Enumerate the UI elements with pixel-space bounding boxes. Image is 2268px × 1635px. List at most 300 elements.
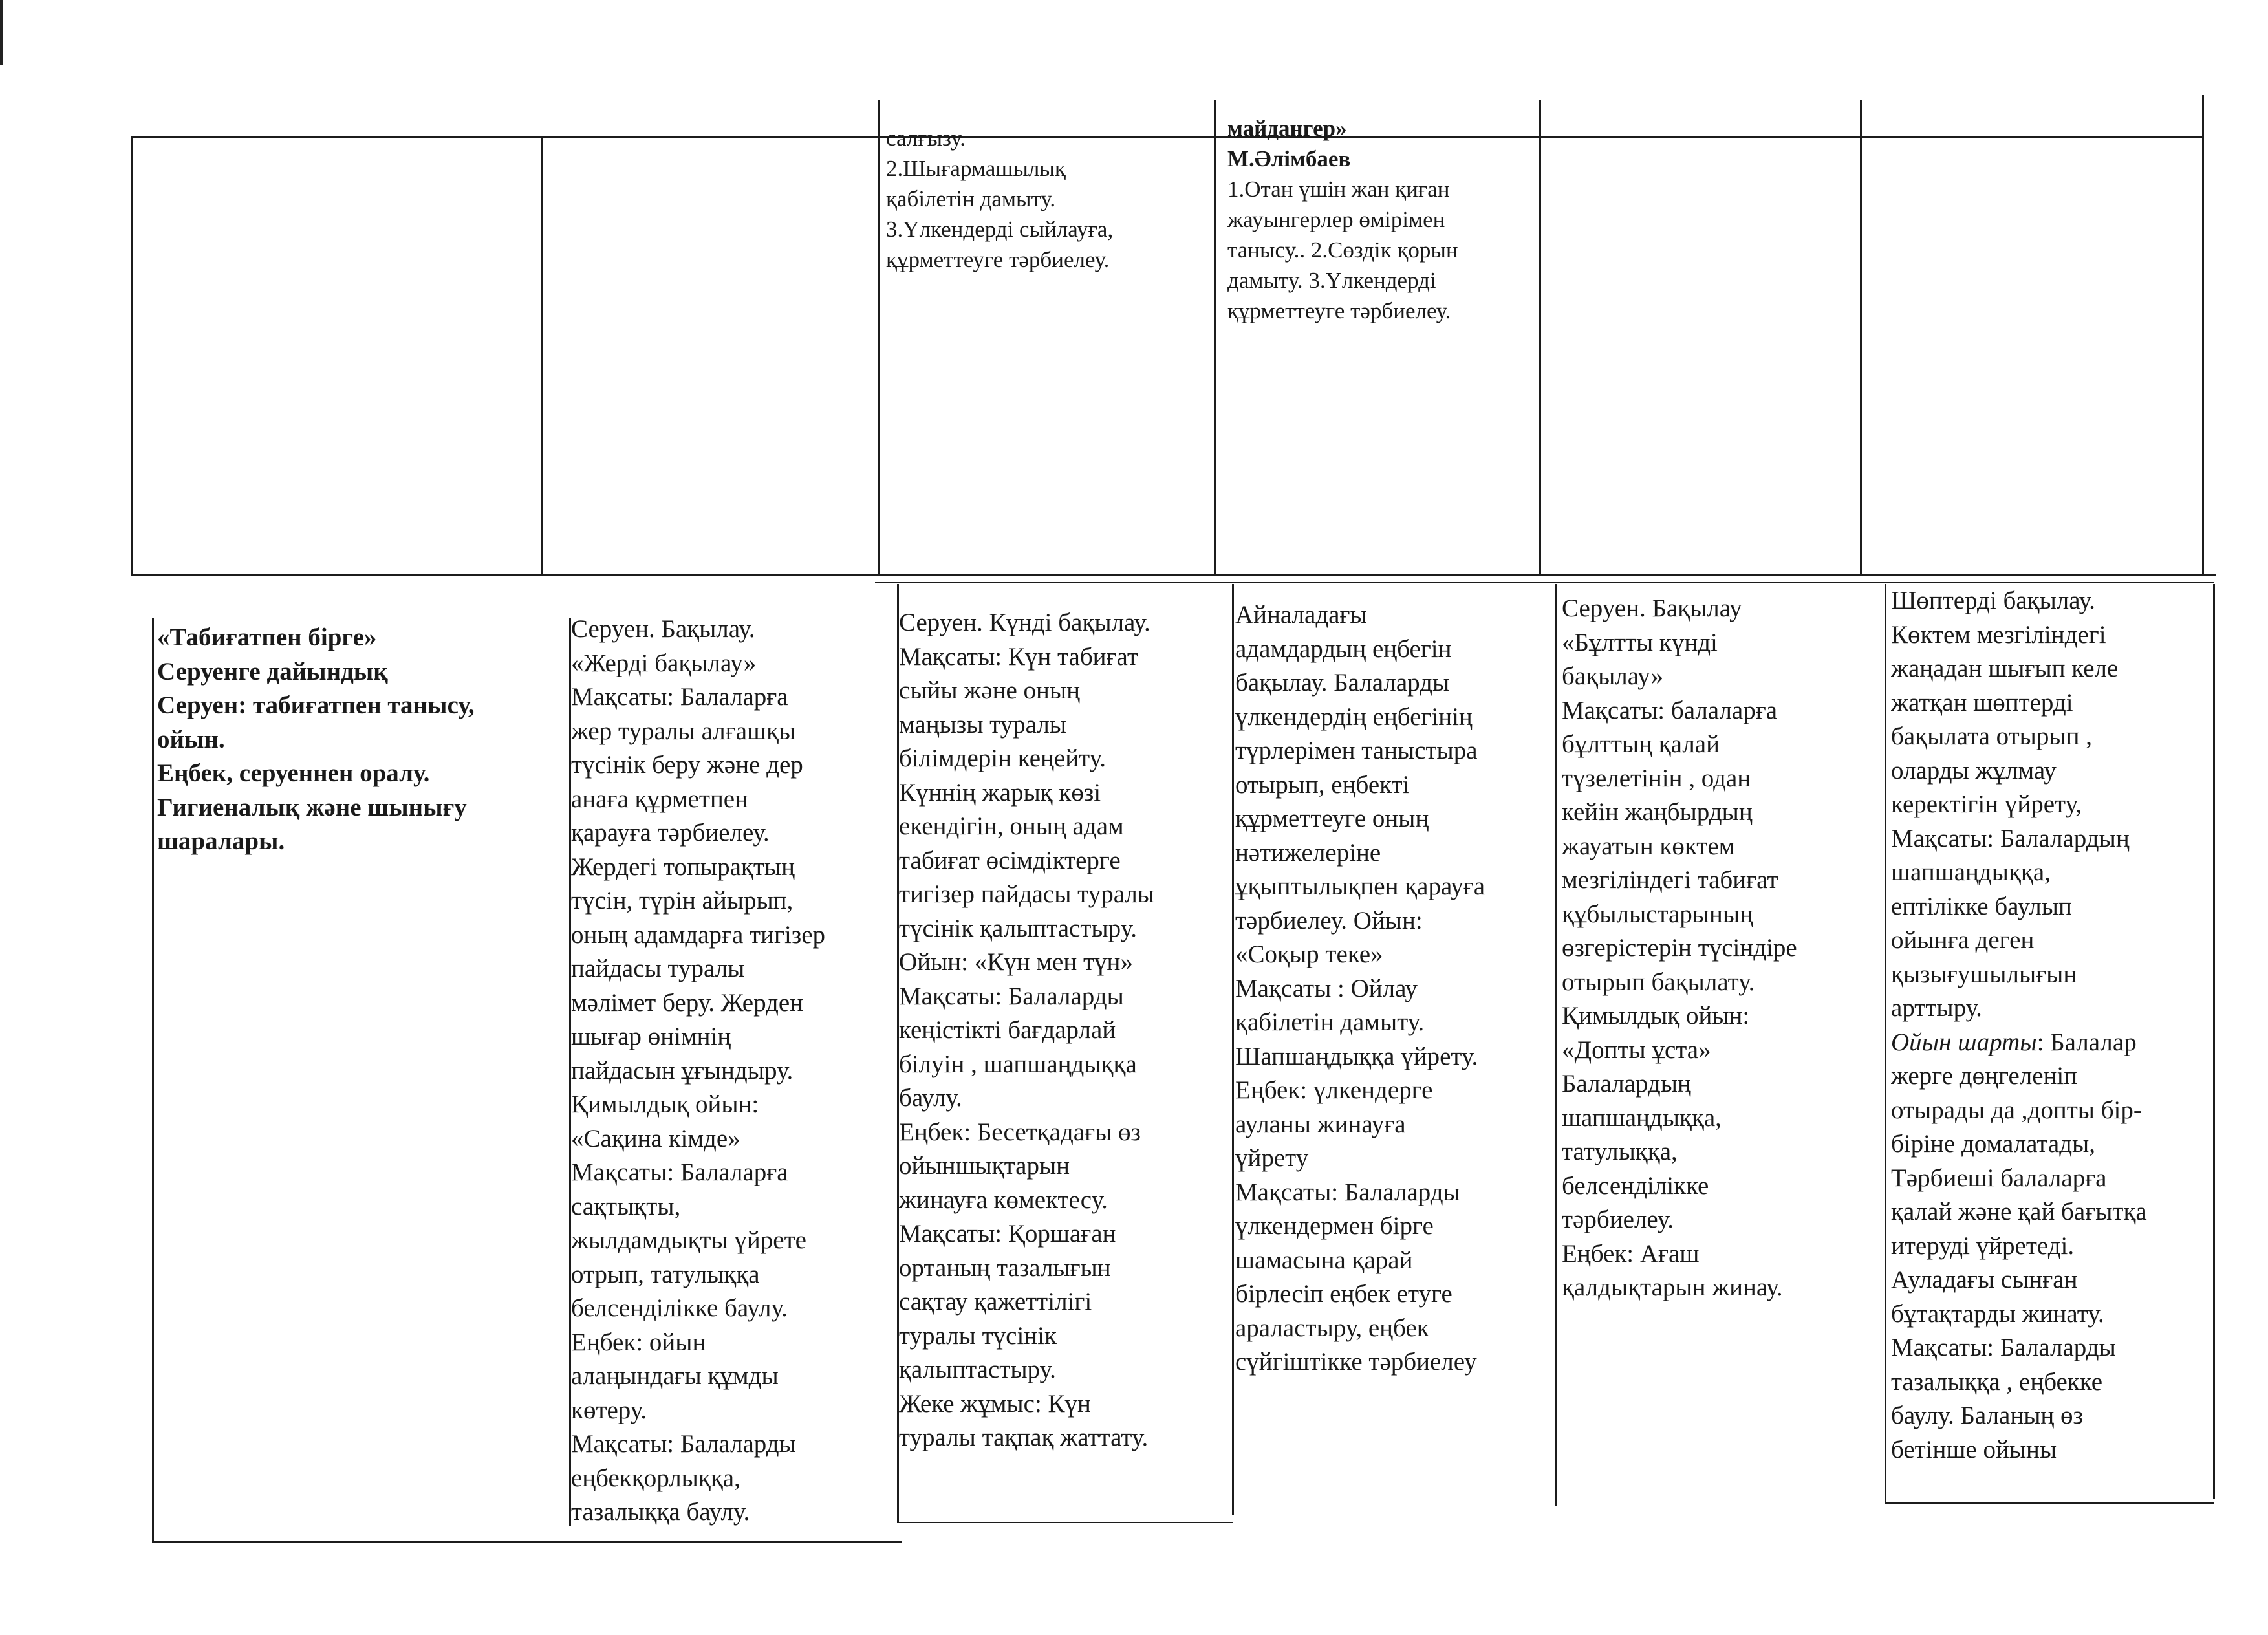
cell-text-line: [899, 776, 1230, 810]
line-text: нәтижелеріне: [1235, 838, 1381, 867]
line-text: сүйгіштікке тәрбиелеу: [1235, 1348, 1477, 1376]
cell-text-line: [1227, 174, 1538, 204]
line-text: бұтақтарды жинату.: [1891, 1299, 2104, 1328]
cell-text-line: [1891, 720, 2212, 754]
line-text: Қимылдық ойын:: [571, 1090, 759, 1118]
cell-text-line: [1562, 1271, 1883, 1305]
cell-text-line: [571, 1020, 894, 1054]
line-text: шапшаңдыққа,: [1891, 858, 2051, 886]
cell-text-line: [571, 647, 894, 681]
cell-text-line: [1235, 972, 1553, 1006]
line-text: «Сақина кімде»: [571, 1124, 740, 1153]
line-text: итеруді үйретеді.: [1891, 1231, 2075, 1260]
line-text: туралы түсінік: [899, 1321, 1057, 1350]
cell-text-line: [571, 1359, 894, 1394]
line-text: бақылау»: [1562, 662, 1664, 690]
cell-text-line: [1227, 296, 1538, 326]
cell-text-line: [886, 244, 1213, 275]
cell-text-line: [571, 1190, 894, 1224]
line-text: алаңындағы құмды: [571, 1362, 779, 1390]
cell-text-line: [1227, 235, 1538, 265]
row-divider-top: [131, 574, 2216, 576]
top-row-col3-cell: [886, 123, 1213, 275]
cell-text-line: [1235, 1277, 1553, 1312]
cell-text-line: [1235, 870, 1553, 904]
line-text: үлкендердің еңбегінің: [1235, 702, 1473, 731]
cell-text-line: [1235, 1345, 1553, 1380]
line-text: үйрету: [1235, 1144, 1309, 1172]
cell-text-line: [157, 689, 565, 723]
cell-text-line: [886, 153, 1213, 184]
line-text: «Табиғатпен бірге»: [157, 623, 377, 651]
line-text: Еңбек: Ағаш: [1562, 1239, 1700, 1268]
cell-text-line: [571, 1394, 894, 1428]
cell-text-line: [157, 825, 565, 859]
cell-text-line: [1235, 1108, 1553, 1142]
cell-text-line: [899, 640, 1230, 675]
line-text: танысу.. 2.Сөздік қорын: [1227, 237, 1458, 263]
cell-text-line: [1891, 1162, 2212, 1196]
line-text: тазалыққа , еңбекке: [1891, 1367, 2103, 1396]
cell-text-line: [571, 986, 894, 1021]
line-text: екендігін, оның адам: [899, 812, 1124, 840]
line-text: тәрбиелеу. Ойын:: [1235, 906, 1423, 935]
line-text: арттыру.: [1891, 994, 1982, 1022]
line-text: 1.Отан үшін жан қиған: [1227, 177, 1450, 202]
cell-text-line: [1562, 1067, 1883, 1101]
cell-text-line: [899, 1421, 1230, 1455]
cell-text-line: [571, 1054, 894, 1088]
line-text: анаға құрметпен: [571, 785, 748, 813]
cell-text-line: [1891, 1365, 2212, 1400]
cell-text-line: [1235, 1142, 1553, 1176]
line-text: мәлімет беру. Жерден: [571, 988, 804, 1017]
cell-text-line: [1891, 652, 2212, 686]
cell-text-line: [1891, 856, 2212, 890]
line-text: дамыту. 3.Үлкендерді: [1227, 268, 1436, 293]
cell-text-line: [899, 1353, 1230, 1387]
cell-text-line: [1235, 666, 1553, 700]
line-text: табиғат өсімдіктерге: [899, 846, 1121, 874]
line-text: мезгіліндегі табиғат: [1562, 866, 1778, 894]
cell-text-line: [1562, 1135, 1883, 1169]
cell-text-line: [1891, 788, 2212, 822]
line-text: Серуен. Күнді бақылау.: [899, 609, 1150, 636]
cell-text-line: [571, 884, 894, 918]
cell-text-line: [1891, 1433, 2212, 1467]
line-text: жауатын көктем: [1562, 832, 1735, 860]
line-text: отрып, татулыққа: [571, 1260, 760, 1288]
cell-text-line: [886, 214, 1213, 244]
cell-text-line: [1562, 762, 1883, 796]
line-text: белсенділікке баулу.: [571, 1294, 788, 1322]
cell-text-line: [899, 1184, 1230, 1218]
line-text: жерге дөңгеленіп: [1891, 1062, 2078, 1090]
line-text: түсінік қалыптастыру.: [899, 914, 1137, 942]
col-divider-bottom-5: [1555, 584, 1557, 1506]
cell-text-line: [157, 621, 565, 655]
line-text: туралы тақпақ жаттату.: [899, 1424, 1149, 1451]
cell-text-line: [899, 810, 1230, 844]
line-text: жаңадан шығып келе: [1891, 655, 2119, 682]
bottom-row-col2-cell: [571, 612, 894, 1530]
line-text: бақылата отырып ,: [1891, 722, 2092, 750]
cell-text-line: [1562, 863, 1883, 898]
line-text: оларды жұлмау: [1891, 756, 2057, 785]
cell-text-line: [571, 1224, 894, 1258]
cell-text-line: [1235, 633, 1553, 667]
cell-text-line: [899, 742, 1230, 776]
line-text: Айналадағы: [1235, 601, 1367, 629]
line-text: құбылыстарының: [1562, 900, 1753, 928]
line-text: «Допты ұста»: [1562, 1035, 1711, 1064]
line-text: Мақсаты: Күн табиғат: [899, 642, 1138, 671]
cell-text-line: [571, 850, 894, 885]
line-text: көтеру.: [571, 1396, 647, 1424]
line-text: Күннің жарық көзі: [899, 778, 1101, 807]
line-text: отырады да ,допты бір-: [1891, 1096, 2142, 1124]
cell-text-line: [1562, 999, 1883, 1034]
line-text: шамасына қарай: [1235, 1246, 1413, 1274]
line-text: Мақсаты : Ойлау: [1235, 974, 1418, 1002]
bottom-row-col4-cell: [1235, 598, 1553, 1380]
line-text: 3.Үлкендерді сыйлауға,: [886, 217, 1114, 242]
cell-text-line: [1235, 768, 1553, 803]
line-text: тигізер пайдасы туралы: [899, 880, 1155, 908]
cell-text-line: [1891, 686, 2212, 720]
line-text: қалдықтарын жинау.: [1562, 1273, 1783, 1301]
line-text: Шөптерді бақылау.: [1891, 587, 2095, 614]
cell-text-line: [1235, 1176, 1553, 1210]
line-text: адамдардың еңбегін: [1235, 634, 1452, 663]
cell-text-line: [1235, 700, 1553, 735]
line-text: тазалыққа баулу.: [571, 1498, 750, 1526]
cell-text-line: [1891, 1195, 2212, 1229]
row-divider-bottom-part: [875, 582, 2214, 583]
cell-text-line: [571, 918, 894, 953]
line-text: тәрбиелеу.: [1562, 1206, 1674, 1233]
cell-text-line: [886, 123, 1213, 153]
line-text: білуін , шапшаңдыққа: [899, 1050, 1137, 1078]
cell-text-line: [1235, 1074, 1553, 1108]
line-text: жауынгерлер өмірімен: [1227, 207, 1445, 232]
line-text: ортаның тазалығын: [899, 1253, 1111, 1282]
cell-text-line: [1562, 592, 1883, 626]
line-text: Серуен. Бақылау.: [571, 615, 755, 643]
col-divider-top-2: [541, 136, 543, 576]
cell-text-line: [571, 1462, 894, 1496]
col-divider-top-3: [878, 100, 880, 576]
cell-text-line: [899, 1116, 1230, 1150]
table-left-border-bottom: [152, 618, 154, 1543]
cell-text-line: [571, 1326, 894, 1360]
line-text: шығар өнімнің: [571, 1023, 731, 1050]
cell-text-line: [1891, 1059, 2212, 1094]
cell-text-line: [1891, 1399, 2212, 1433]
cell-text-line: [1235, 734, 1553, 768]
table-bottom-border-right: [1885, 1502, 2214, 1504]
line-text: белсенділікке: [1562, 1171, 1709, 1200]
bottom-row-col5-cell: [1562, 592, 1883, 1305]
line-text: М.Әлімбаев: [1227, 146, 1351, 171]
cell-text-line: [899, 1387, 1230, 1422]
cell-text-line: [571, 612, 894, 647]
cell-text-line: [1235, 1244, 1553, 1278]
line-text: баулу. Баланың өз: [1891, 1402, 2083, 1429]
table-right-border-top: [2202, 95, 2204, 576]
line-text: Еңбек, серуеннен оралу.: [157, 759, 430, 787]
line-text: Балалардың: [1562, 1070, 1691, 1098]
line-text: бетінше ойыны: [1891, 1435, 2057, 1464]
col-divider-top-6: [1860, 100, 1862, 576]
line-text: «Бұлтты күнді: [1562, 628, 1718, 656]
line-text: ұқыптылықпен қарауға: [1235, 872, 1485, 900]
cell-text-line: [1235, 1040, 1553, 1074]
cell-text-line: [899, 1217, 1230, 1251]
cell-text-line: [899, 1319, 1230, 1354]
line-text: баулу.: [899, 1084, 962, 1112]
line-text: пайдасын ұғындыру.: [571, 1056, 794, 1085]
cell-text-line: [899, 1048, 1230, 1082]
line-text: ойынға деген: [1891, 926, 2035, 954]
line-text: Мақсаты: Балалардың: [1891, 824, 2130, 852]
cell-text-line: [1235, 836, 1553, 871]
line-text: Шапшаңдыққа үйрету.: [1235, 1042, 1478, 1070]
cell-text-line: [1891, 924, 2212, 958]
cell-text-line: [1562, 660, 1883, 694]
line-text: жер туралы алғашқы: [571, 717, 796, 745]
cell-text-line: [571, 816, 894, 850]
cell-text-line: [1891, 822, 2212, 856]
cell-text-line: [1891, 1331, 2212, 1365]
line-text: құрметтеуге тәрбиелеу.: [1227, 298, 1451, 323]
line-text: Еңбек: үлкендерге: [1235, 1076, 1433, 1104]
cell-text-line: [1891, 1127, 2212, 1162]
cell-text-line: [1562, 830, 1883, 864]
cell-text-line: [571, 952, 894, 986]
line-text: отырып, еңбекті: [1235, 770, 1410, 799]
cell-text-line: [571, 680, 894, 715]
line-text: бұлттың қалай: [1562, 730, 1720, 758]
cell-text-line: [1562, 1101, 1883, 1136]
line-text: қабілетін дамыту.: [886, 186, 1056, 211]
line-text: сыйы және оның: [899, 677, 1080, 704]
line-text: түсінік беру және дер: [571, 751, 803, 779]
table-left-border-top: [131, 136, 133, 576]
line-text: Мақсаты: Балаларды: [1235, 1178, 1460, 1206]
cell-text-line: [1891, 1094, 2212, 1128]
line-text: майдангер»: [1227, 116, 1347, 141]
line-text: Еңбек: ойын: [571, 1328, 706, 1356]
cell-text-line: [1562, 796, 1883, 830]
cell-text-line: [1891, 584, 2212, 618]
cell-text-line: [1562, 898, 1883, 932]
cell-text-line: [1235, 1209, 1553, 1244]
line-text: ауланы жинауға: [1235, 1110, 1406, 1138]
cell-text-line: [899, 606, 1230, 640]
line-text: біріне домалатады,: [1891, 1130, 2095, 1158]
cell-text-line: [1891, 754, 2212, 788]
line-text: бақылау. Балаларды: [1235, 669, 1450, 697]
line-text: Мақсаты: Балаларды: [1891, 1334, 2116, 1361]
cell-text-line: [1891, 1229, 2212, 1264]
line-text: ептілікке баулып: [1891, 892, 2072, 920]
line-text: Тәрбиеші балаларға: [1891, 1164, 2107, 1192]
cell-text-line: [571, 1495, 894, 1530]
table-bottom-border-mid: [897, 1522, 1233, 1523]
cell-text-line: [1235, 1006, 1553, 1040]
col-divider-top-5: [1539, 100, 1541, 576]
cell-text-line: [899, 674, 1230, 708]
line-text: Ауладағы сынған: [1891, 1266, 2078, 1294]
cell-text-line: [1562, 931, 1883, 966]
line-text: қарауға тәрбиелеу.: [571, 819, 770, 847]
line-text: Мақсаты: Балаларға: [571, 1158, 788, 1186]
line-text: жинауға көмектесу.: [899, 1186, 1108, 1214]
line-text: Мақсаты: Балаларға: [571, 683, 788, 711]
line-text: қызығушылығын: [1891, 960, 2077, 988]
line-text: түрлерімен таныстыра: [1235, 737, 1478, 764]
cell-text-line: [1227, 144, 1538, 174]
line-text: кейін жаңбырдың: [1562, 798, 1753, 826]
table-right-border-bottom: [2213, 584, 2215, 1499]
line-text: сақтықты,: [571, 1192, 681, 1220]
line-text: пайдасы туралы: [571, 955, 745, 982]
cell-text-line: [1562, 728, 1883, 762]
line-text: Серуен. Бақылау: [1562, 594, 1742, 622]
top-row-col4-cell: [1227, 113, 1538, 326]
line-text: білімдерін кеңейту.: [899, 744, 1106, 772]
cell-text-line: [1227, 265, 1538, 296]
cell-text-line: [1891, 1297, 2212, 1332]
line-text: Серуенге дайындық: [157, 657, 388, 686]
line-text: қалай және қай бағытқа: [1891, 1198, 2147, 1226]
cell-text-line: [1227, 204, 1538, 235]
table-bottom-border: [152, 1541, 902, 1543]
line-text: керектігін үйрету,: [1891, 790, 2082, 818]
line-text: Жеке жұмыс: Күн: [899, 1389, 1091, 1418]
cell-text-line: [899, 878, 1230, 912]
cell-text-line: [899, 1251, 1230, 1286]
cell-text-line: [899, 912, 1230, 946]
line-text: кеңістікті бағдарлай: [899, 1016, 1116, 1044]
cell-text-line: [1891, 1263, 2212, 1297]
line-text: оның адамдарға тигізер: [571, 920, 826, 949]
cell-text-line: [571, 1088, 894, 1122]
cell-text-line: [886, 184, 1213, 214]
line-text: Қимылдық ойын:: [1562, 1002, 1750, 1030]
line-text: араластыру, еңбек: [1235, 1314, 1429, 1342]
line-text: үлкендермен бірге: [1235, 1212, 1434, 1240]
line-text: отырып бақылату.: [1562, 968, 1755, 996]
cell-text-line: [1562, 1169, 1883, 1204]
bottom-row-col3-cell: [899, 606, 1230, 1455]
cell-text-line: [1227, 113, 1538, 144]
scan-edge-mark: [0, 0, 3, 65]
cell-text-line: [571, 1258, 894, 1292]
line-text: түзелетінін , одан: [1562, 764, 1751, 792]
line-text: Еңбек: Бесетқадағы өз: [899, 1118, 1141, 1146]
cell-text-line: [1235, 802, 1553, 836]
col-divider-bottom-4: [1232, 584, 1234, 1515]
line-text: татулыққа,: [1562, 1138, 1678, 1165]
cell-text-line: [1562, 694, 1883, 728]
cell-text-line: [157, 723, 565, 757]
line-text: маңызы туралы: [899, 710, 1067, 739]
cell-text-line: [1891, 618, 2212, 653]
cell-text-line: [899, 1081, 1230, 1116]
line-text: жатқан шөптерді: [1891, 688, 2073, 717]
cell-text-line: [1562, 1203, 1883, 1237]
cell-text-line: [1562, 1034, 1883, 1068]
cell-text-line: [1891, 1026, 2212, 1060]
cell-text-line: [571, 715, 894, 749]
italic-label: Ойын шарты: [1891, 1028, 2037, 1056]
line-text: Мақсаты: Балаларды: [899, 982, 1124, 1010]
col-divider-top-4: [1214, 100, 1216, 576]
cell-text-line: [1235, 938, 1553, 972]
line-text: Мақсаты: балаларға: [1562, 696, 1778, 724]
cell-text-line: [1235, 1312, 1553, 1346]
line-text: Жердегі топырақтың: [571, 852, 795, 881]
line-text: құрметтеуге тәрбиелеу.: [886, 247, 1110, 272]
line-text: құрметтеуге оның: [1235, 805, 1429, 832]
cell-text-line: [1562, 1237, 1883, 1272]
line-text: жылдамдықты үйрете: [571, 1226, 806, 1254]
line-text: Көктем мезгіліндегі: [1891, 620, 2106, 649]
line-text: қабілетін дамыту.: [1235, 1008, 1425, 1036]
bottom-row-col1-cell: [157, 621, 565, 859]
line-text: Мақсаты: Балаларды: [571, 1430, 796, 1458]
cell-text-line: [899, 946, 1230, 980]
line-text: өзгерістерін түсіндіре: [1562, 934, 1797, 962]
line-text: Гигиеналық және шынығу: [157, 793, 467, 821]
line-text: шаралары.: [157, 827, 285, 855]
line-text: шапшаңдыққа,: [1562, 1103, 1722, 1132]
line-text: қалыптастыру.: [899, 1356, 1056, 1383]
line-text: сақтау қажеттілігі: [899, 1288, 1092, 1316]
cell-text-line: [571, 783, 894, 817]
line-text: түсін, түрін айырып,: [571, 887, 794, 915]
cell-text-line: [899, 1149, 1230, 1184]
cell-text-line: [571, 1292, 894, 1326]
cell-text-line: [571, 1156, 894, 1190]
line-text: ойын.: [157, 725, 225, 753]
cell-text-line: [899, 708, 1230, 742]
cell-text-line: [899, 1285, 1230, 1319]
line-text: Мақсаты: Қоршаған: [899, 1220, 1116, 1248]
cell-text-line: [157, 791, 565, 825]
line-text: 2.Шығармашылық: [886, 156, 1066, 181]
line-text: бірлесіп еңбек етуге: [1235, 1280, 1453, 1308]
cell-text-line: [899, 980, 1230, 1014]
line-text: салғызу.: [886, 125, 966, 151]
cell-text-line: [1891, 991, 2212, 1026]
cell-text-line: [571, 1122, 894, 1156]
cell-text-line: [899, 1013, 1230, 1048]
line-text: еңбекқорлыққа,: [571, 1464, 740, 1492]
col-divider-bottom-6: [1885, 584, 1886, 1502]
cell-text-line: [1562, 966, 1883, 1000]
line-text: Серуен: табиғатпен танысу,: [157, 691, 475, 719]
cell-text-line: [1562, 626, 1883, 660]
bottom-row-col6-cell: [1891, 584, 2212, 1467]
cell-text-line: [157, 655, 565, 689]
line-text: : Балалар: [2036, 1028, 2137, 1056]
cell-text-line: [1235, 598, 1553, 633]
line-text: «Жерді бақылау»: [571, 649, 757, 677]
line-text: Ойын: «Күн мен түн»: [899, 948, 1133, 976]
